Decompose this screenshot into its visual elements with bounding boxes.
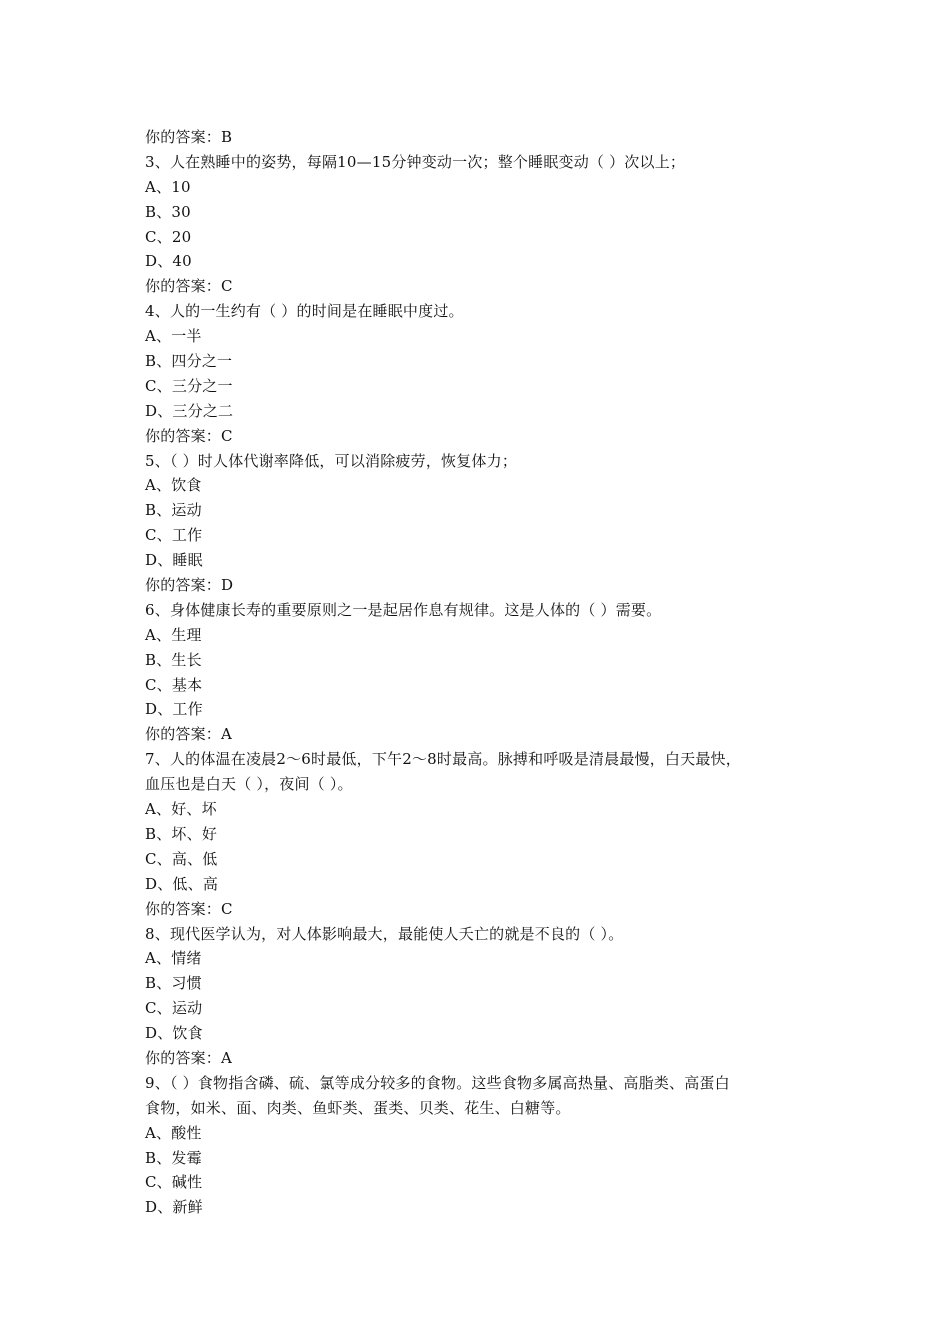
- question-stem-line-2: 血压也是白天（ ），夜间（ ）。: [145, 775, 353, 794]
- option-d: D、三分之二: [145, 401, 234, 420]
- question-4: [145, 299, 825, 448]
- option-d: D、饮食: [145, 1024, 203, 1043]
- question-5: [145, 449, 825, 598]
- answer-line: 你的答案：D: [145, 576, 234, 595]
- answer-line: 你的答案：C: [145, 277, 233, 296]
- option-c: C、高、低: [145, 849, 218, 868]
- option-d: D、低、高: [145, 874, 219, 893]
- question-stem: 4、人的一生约有（ ）的时间是在睡眠中度过。: [145, 302, 464, 321]
- question-stem: 5、（ ）时人体代谢率降低，可以消除疲劳，恢复体力；: [145, 451, 518, 470]
- question-stem: 8、现代医学认为，对人体影响最大，最能使人夭亡的就是不良的（ ）。: [145, 924, 624, 943]
- option-a: A、酸性: [145, 1123, 202, 1142]
- answer-line: 你的答案：C: [145, 899, 233, 918]
- question-stem-line-1: 7、人的体温在凌晨2～6时最低，下午2～8时最高。脉搏和呼吸是清晨最慢，白天最快，: [145, 750, 741, 769]
- question-9: [145, 1071, 825, 1220]
- question-stem-line-1: 9、（ ）食物指含磷、硫、氯等成分较多的食物。这些食物多属高热量、高脂类、高蛋白: [145, 1073, 730, 1092]
- option-d: D、新鲜: [145, 1198, 203, 1217]
- option-b: B、四分之一: [145, 352, 233, 371]
- option-d: D、睡眠: [145, 551, 203, 570]
- question-stem-line-2: 食物，如米、面、肉类、鱼虾类、蛋类、贝类、花生、白糖等。: [145, 1098, 571, 1117]
- option-c: C、碱性: [145, 1173, 203, 1192]
- option-b: B、生长: [145, 650, 202, 669]
- quiz-document: [145, 125, 825, 1220]
- question-8: [145, 922, 825, 1071]
- question-6: [145, 598, 825, 747]
- answer-line: 你的答案：A: [145, 725, 233, 744]
- option-a: A、情绪: [145, 949, 202, 968]
- option-c: C、运动: [145, 999, 203, 1018]
- option-a: A、饮食: [145, 476, 202, 495]
- answer-line: 你的答案：B: [145, 128, 233, 146]
- answer-line: 你的答案：C: [145, 426, 233, 445]
- option-a: A、10: [145, 177, 191, 196]
- option-d: D、40: [145, 252, 192, 271]
- option-c: C、基本: [145, 675, 203, 694]
- option-b: B、习惯: [145, 974, 202, 993]
- option-c: C、三分之一: [145, 376, 233, 395]
- option-c: C、工作: [145, 526, 203, 545]
- question-stem: 3、人在熟睡中的姿势，每隔10—15分钟变动一次；整个睡眠变动（ ）次以上；: [145, 152, 686, 171]
- option-a: A、生理: [145, 625, 202, 644]
- option-c: C、20: [145, 227, 192, 246]
- question-7: [145, 747, 825, 921]
- question-3: [145, 150, 825, 299]
- question-stem: 6、身体健康长寿的重要原则之一是起居作息有规律。这是人体的（ ）需要。: [145, 600, 662, 619]
- option-b: B、发霉: [145, 1148, 202, 1167]
- option-b: B、30: [145, 202, 191, 221]
- option-a: A、一半: [145, 327, 202, 346]
- option-a: A、好、坏: [145, 800, 217, 819]
- answer-line: 你的答案：A: [145, 1048, 233, 1067]
- option-b: B、运动: [145, 501, 202, 520]
- option-b: B、坏、好: [145, 824, 218, 843]
- option-d: D、工作: [145, 700, 203, 719]
